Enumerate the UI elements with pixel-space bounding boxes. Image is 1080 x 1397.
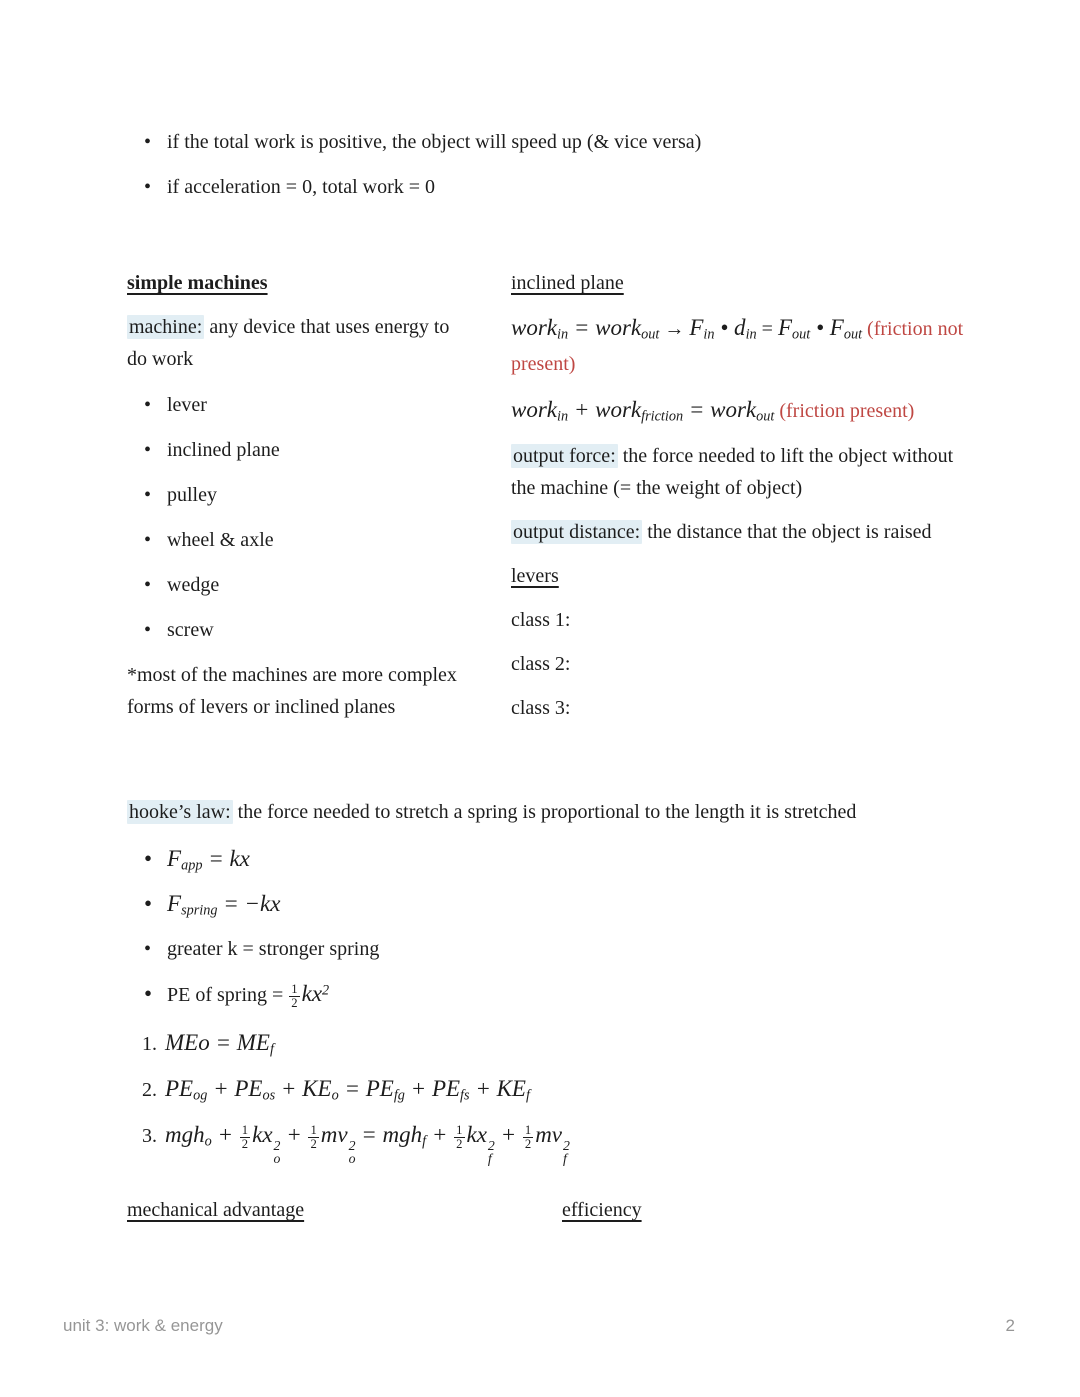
two-column-section [127, 267, 970, 736]
efficiency-heading: efficiency [562, 1199, 642, 1222]
footer-unit-label: unit 3: work & energy [63, 1316, 223, 1335]
machine-type-lever: • lever [127, 389, 511, 421]
step-equation: mgh$_o$ + $\frac{1}{2}$ kx 2 o + $\frac{1}{2}$ mv 2 o = mgh$_f$ + $\frac{1}{2}$ kx 2 f + $\frac{1}{2}$ mv 2 f [165, 1122, 570, 1167]
machines-note: *most of the machines are more complex forms of levers or inclined planes [127, 664, 457, 718]
hookes-law-definition: hooke’s law: the force needed to stretch a spring is proportional to the length it is stretched [129, 801, 857, 823]
lever-class-3: class 3: [511, 697, 571, 719]
conservation-step-2 [127, 1072, 970, 1107]
simple-machines-heading: simple machines [127, 272, 268, 294]
output-force-definition: output force: the force needed to lift the object without the machine (= the weight of object) [511, 445, 954, 499]
inclined-plane-heading: inclined plane [511, 272, 624, 294]
intro-bullet-acceleration: • if acceleration = 0, total work = 0 [127, 171, 970, 203]
machine-type-screw: • screw [127, 614, 511, 646]
work-equation-no-friction: work$_{in}$ = work$_{out}$ → $F_{in}$ • $d_{in} = F_{out}$ • $F_{out}$ (friction not present) [511, 315, 964, 375]
simple-machines-column [127, 267, 511, 736]
page-footer [63, 1316, 1015, 1336]
machine-definition: machine: any device that uses energy to do work [127, 316, 450, 370]
output-distance-definition: output distance: the distance that the object is raised [513, 521, 932, 543]
hookes-bullet-f-app: • $F_{app}$ = kx [127, 842, 970, 876]
lever-class-1: class 1: [511, 609, 571, 631]
machine-type-wheel-axle: • wheel & axle [127, 524, 511, 556]
levers-heading: levers [511, 565, 559, 587]
hookes-bullet-pe-spring: • PE of spring = $\frac{1}{2}$ $kx^2$ [127, 977, 970, 1012]
machine-types-list [127, 389, 511, 646]
step-number: 2. [142, 1079, 157, 1101]
intro-bullet-list [127, 126, 970, 203]
step-number: 1. [142, 1033, 157, 1055]
step-equation: $PE_{og} + PE_{os} + KE_o = PE_{fg} + PE_{fs} + KE_f$ [165, 1076, 530, 1104]
footer-page-number: 2 [1005, 1316, 1015, 1335]
conservation-step-3 [127, 1118, 970, 1166]
machine-type-pulley: • pulley [127, 479, 511, 511]
intro-bullet-total-work: • if the total work is positive, the object will speed up (& vice versa) [127, 126, 970, 158]
hookes-bullet-f-spring: • $F_{spring} = -kx$ [127, 887, 970, 921]
hookes-law-section [127, 796, 970, 1166]
hookes-law-bullet-list [127, 842, 970, 1012]
inclined-plane-column [511, 267, 970, 736]
machine-type-wedge: • wedge [127, 569, 511, 601]
work-equation-friction: work$_{in}$ + work$_{friction}$ = work$_{out}$ (friction present) [511, 397, 915, 425]
energy-conservation-steps [127, 1026, 970, 1166]
hookes-bullet-greater-k: • greater k = stronger spring [127, 932, 970, 966]
lever-class-2: class 2: [511, 653, 571, 675]
conservation-step-1 [127, 1026, 970, 1061]
bottom-headings-row [127, 1194, 970, 1238]
mechanical-advantage-heading: mechanical advantage [127, 1199, 305, 1222]
step-number: 3. [142, 1125, 157, 1147]
machine-type-inclined-plane: • inclined plane [127, 434, 511, 466]
step-equation: MEo = $ME_f$ [165, 1030, 274, 1058]
